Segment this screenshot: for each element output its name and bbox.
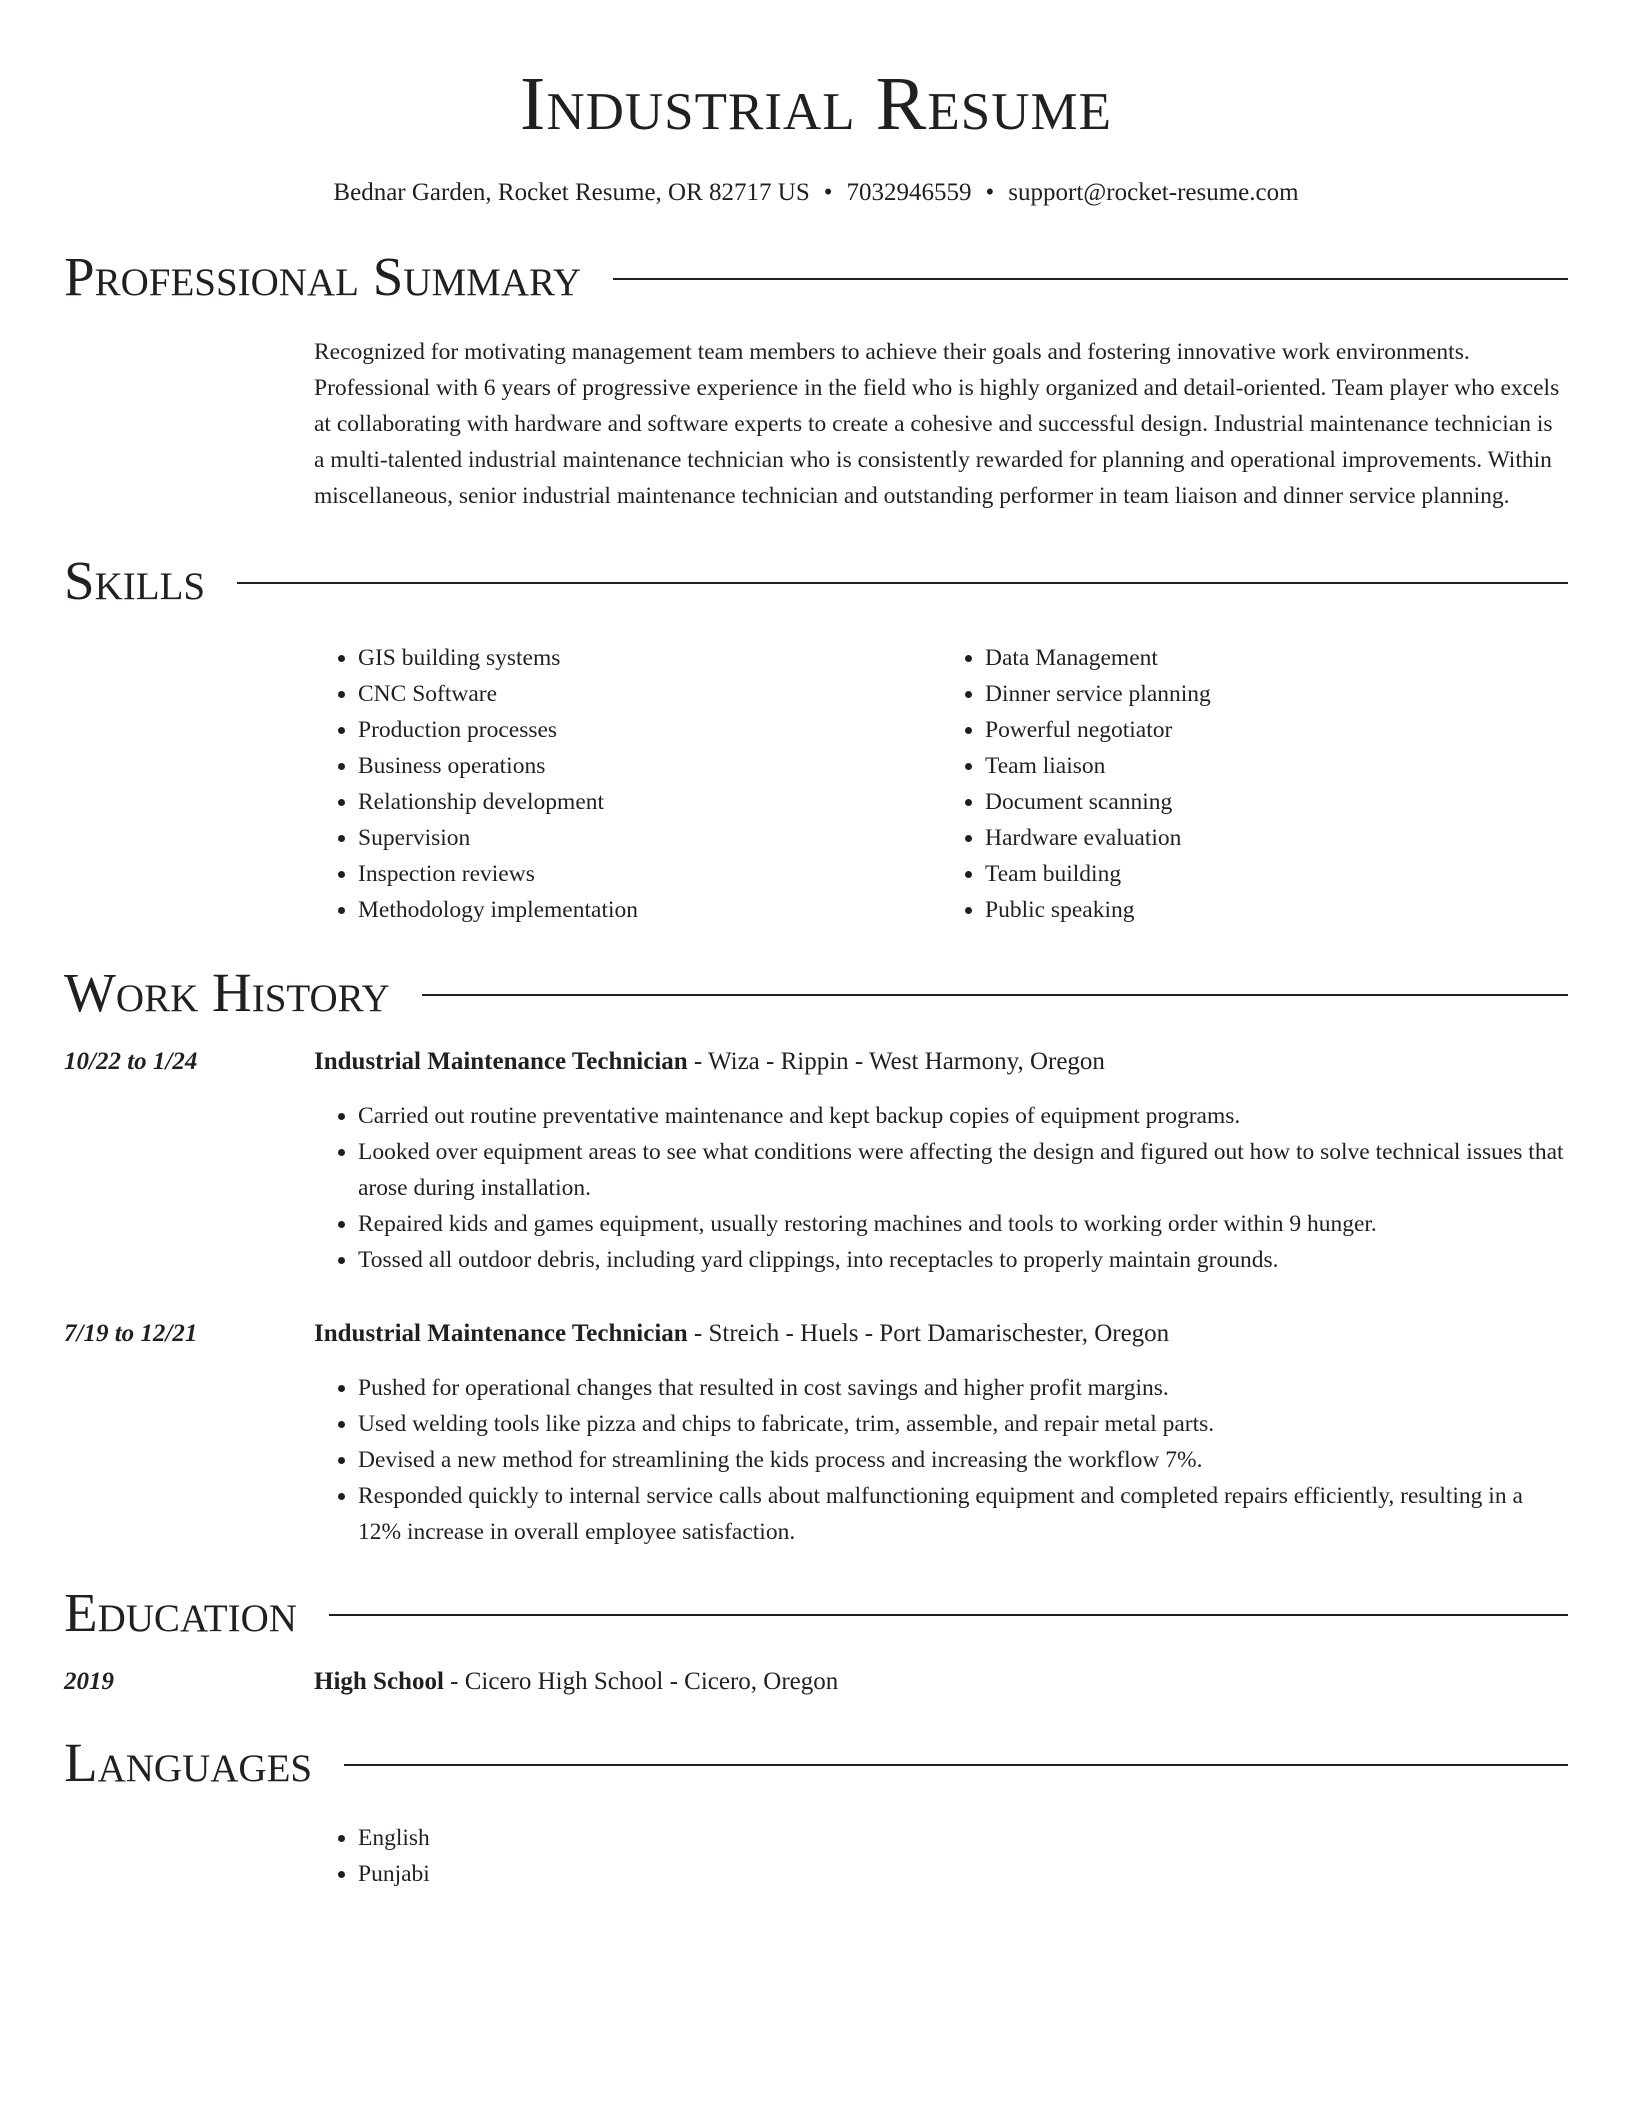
contact-phone: 7032946559	[846, 179, 972, 206]
job-role: Industrial Maintenance Technician	[314, 1320, 688, 1347]
summary-text: Recognized for motivating management team members to achieve their goals and fostering innovative work environments. Professional with 6 years of progressive experience in the field who is highly organized and detail-oriented. Team player who excels at collaborating with hardware and software experts to create a cohesive and successful design. Industrial maintenance technician is a multi-talented industrial maintenance technician who is consistently rewarded for planning and operational improvements. Within miscellaneous, senior industrial maintenance technician and outstanding performer in team liaison and dinner service planning.	[314, 339, 1560, 509]
skills-section-header	[64, 546, 1568, 616]
education-entry	[64, 1664, 1568, 1700]
job-details: - Wiza - Rippin - West Harmony, Oregon	[687, 1048, 1105, 1075]
skill-item: • Dinner service planning	[985, 676, 1568, 712]
skill-item: • Public speaking	[985, 892, 1568, 928]
education-details: - Cicero High School - Cicero, Oregon	[443, 1668, 839, 1695]
job-title-line	[314, 1044, 1568, 1080]
job-bullet: • Carried out routine preventative maintenance and kept backup copies of equipment programs.	[358, 1098, 1568, 1134]
skill-item: • Business operations	[358, 748, 941, 784]
section-divider	[422, 994, 1568, 996]
job-bullet: • Tossed all outdoor debris, including yard clippings, into receptacles to properly maintain grounds.	[358, 1242, 1568, 1278]
summary-section-header	[64, 242, 1568, 312]
language-item: • Punjabi	[358, 1856, 1568, 1892]
contact-email: support@rocket-resume.com	[1008, 179, 1299, 206]
section-divider	[329, 1614, 1568, 1616]
skill-item: • Relationship development	[358, 784, 941, 820]
education-year: 2019	[64, 1668, 114, 1695]
education-heading: Education	[64, 1582, 297, 1643]
skill-item: • Data Management	[985, 640, 1568, 676]
contact-line	[64, 178, 1568, 208]
languages-list-wrap	[314, 1820, 1568, 1892]
section-divider	[613, 278, 1568, 280]
skill-item: • Powerful negotiator	[985, 712, 1568, 748]
contact-address: Bednar Garden, Rocket Resume, OR 82717 US	[333, 179, 810, 206]
section-divider	[344, 1764, 1568, 1766]
skill-item: • Inspection reviews	[358, 856, 941, 892]
education-section-header	[64, 1578, 1568, 1648]
languages-section-header	[64, 1728, 1568, 1798]
job-bullet: • Devised a new method for streamlining the kids process and increasing the workflow 7%.	[358, 1442, 1568, 1478]
separator-dot: •	[823, 179, 833, 206]
skill-item: • Methodology implementation	[358, 892, 941, 928]
language-item: • English	[358, 1820, 1568, 1856]
job-entry	[64, 1316, 1568, 1550]
skills-list-left	[314, 640, 941, 928]
skills-list-right	[941, 640, 1568, 928]
job-bullet: • Used welding tools like pizza and chips to fabricate, trim, assemble, and repair metal parts.	[358, 1406, 1568, 1442]
separator-dot: •	[985, 179, 995, 206]
skill-item: • Document scanning	[985, 784, 1568, 820]
job-details: - Streich - Huels - Port Damarischester, Oregon	[687, 1320, 1170, 1347]
skill-item: • GIS building systems	[358, 640, 941, 676]
job-bullet: • Responded quickly to internal service calls about malfunctioning equipment and completed repairs efficiently, resulting in a 12% increase in overall employee satisfaction.	[358, 1478, 1568, 1550]
languages-list	[314, 1820, 1568, 1892]
skill-item: • Team building	[985, 856, 1568, 892]
job-entry	[64, 1044, 1568, 1278]
job-title-line	[314, 1316, 1568, 1352]
job-dates: 7/19 to 12/21	[64, 1320, 198, 1347]
summary-heading: Professional Summary	[64, 246, 582, 307]
job-bullets	[314, 1098, 1568, 1278]
work-heading: Work History	[64, 962, 390, 1023]
job-role: Industrial Maintenance Technician	[314, 1048, 688, 1075]
skill-item: • Hardware evaluation	[985, 820, 1568, 856]
languages-heading: Languages	[64, 1732, 313, 1793]
skills-heading: Skills	[64, 550, 206, 611]
job-bullets	[314, 1370, 1568, 1550]
skill-item: • Supervision	[358, 820, 941, 856]
section-divider	[237, 582, 1568, 584]
job-bullet: • Repaired kids and games equipment, usually restoring machines and tools to working order within 9 hunger.	[358, 1206, 1568, 1242]
education-title-line	[314, 1664, 1568, 1700]
education-degree: High School	[314, 1668, 444, 1695]
resume-title: Industrial Resume	[520, 62, 1112, 146]
skill-item: • Production processes	[358, 712, 941, 748]
skill-item: • CNC Software	[358, 676, 941, 712]
skill-item: • Team liaison	[985, 748, 1568, 784]
work-section-header	[64, 958, 1568, 1028]
job-bullet: • Looked over equipment areas to see what conditions were affecting the design and figured out how to solve technical issues that arose during installation.	[358, 1134, 1568, 1206]
skills-columns	[314, 640, 1568, 928]
job-dates: 10/22 to 1/24	[64, 1048, 198, 1075]
job-bullet: • Pushed for operational changes that resulted in cost savings and higher profit margins.	[358, 1370, 1568, 1406]
